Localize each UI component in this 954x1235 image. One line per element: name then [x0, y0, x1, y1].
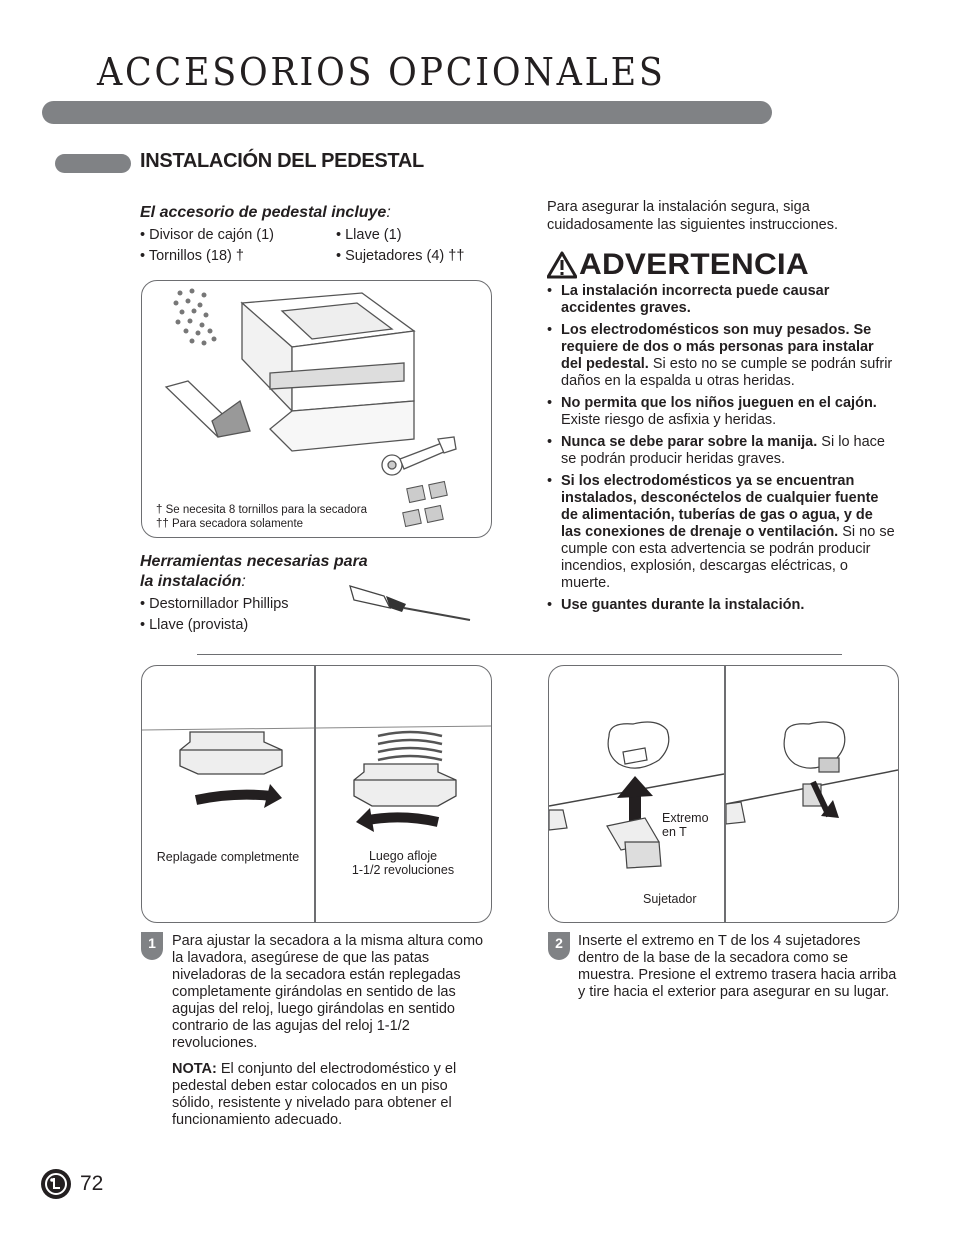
warning-item — [547, 395, 897, 429]
step1-caption-right-line2: 1-1/2 revoluciones — [351, 863, 455, 877]
step1-text: Para ajustar la secadora a la misma altura como la lavadora, asegúrese de que las patas niveladoras de la secadora están replegadas completamente girándolas en sentido de las agujas del reloj, luego girándolas en sentido contrario de las agujas del reloj 1-1/2 revoluciones. — [172, 933, 484, 1051]
pedestal-illustration — [142, 281, 491, 537]
warning-item — [547, 597, 897, 614]
step1-note-label: NOTA: — [172, 1061, 217, 1077]
page-number: 72 — [80, 1172, 104, 1195]
screwdriver-icon — [344, 574, 476, 624]
step2-figure — [548, 665, 899, 923]
section-divider — [197, 654, 842, 655]
kit-item: • Sujetadores (4) †† — [336, 248, 465, 264]
kit-item: • Tornillos (18) † — [140, 248, 244, 264]
fastener-label: Sujetador — [643, 892, 697, 906]
section-pill — [55, 154, 131, 173]
tool-item: • Destornillador Phillips — [140, 596, 289, 612]
warning-item-bold: Nunca se debe parar sobre la manija. — [561, 434, 818, 450]
tools-heading-colon: : — [241, 573, 246, 590]
warning-item — [547, 283, 897, 317]
intro-line: Para asegurar la instalación segura, siga — [547, 199, 810, 215]
t-end-label-line1: Extremo — [662, 811, 709, 825]
leveling-leg-illustration — [142, 666, 491, 922]
warning-item-text: Existe riesgo de asfixia y heridas. — [561, 412, 777, 428]
step2-number: 2 — [548, 932, 570, 960]
section-title: INSTALACIÓN DEL PEDESTAL — [140, 150, 424, 172]
step1-note — [172, 1061, 488, 1129]
warning-item — [547, 322, 897, 390]
intro-line: cuidadosamente las siguientes instrucciones. — [547, 217, 838, 233]
warning-item-bold: Los electrodomésticos son muy pesados. Se requiere de dos o más personas para instalar del pedestal. — [561, 322, 874, 372]
warning-item-bold: Use guantes durante la instalación. — [561, 597, 805, 613]
title-bar — [42, 101, 772, 124]
warning-list — [547, 283, 897, 619]
warning-item — [547, 473, 897, 592]
kit-illustration-box — [141, 280, 492, 538]
kit-footnote: † Se necesita 8 tornillos para la secadora — [156, 504, 367, 516]
tools-heading — [140, 552, 368, 592]
step1-caption-right-line1: Luego afloje — [368, 849, 438, 863]
step1-figure-divider — [314, 666, 316, 922]
warning-header — [547, 247, 809, 283]
step1-caption-left: Replagade completmente — [156, 850, 300, 864]
kit-item: • Llave (1) — [336, 227, 402, 243]
warning-item-bold: No permita que los niños jueguen en el cajón. — [561, 395, 877, 411]
step1-figure — [141, 665, 492, 923]
warning-item-text: Si esto no se cumple se podrán sufrir daños en la espalda u otras heridas. — [561, 356, 893, 389]
step1-note-text: El conjunto del electrodoméstico y el pedestal deben estar colocados en un piso sólido, resistente y nivelado para obtener el funcionamiento adecuado. — [172, 1061, 457, 1128]
step2-text: Inserte el extremo en T de los 4 sujetadores dentro de la base de la secadora como se muestra. Presione el extremo trasera hacia arriba y tire hacia el exterior para asegurar en su lugar. — [578, 933, 897, 1000]
page-title: ACCESORIOS OPCIONALES — [97, 50, 666, 94]
t-end-label-line2: en T — [662, 825, 687, 839]
pedestal-icon — [242, 293, 414, 451]
tools-heading-line2-text: la instalación — [140, 573, 242, 590]
thread-icon — [378, 732, 442, 760]
kit-heading — [140, 203, 391, 223]
tool-item: • Llave (provista) — [140, 617, 249, 633]
tools-heading-line2 — [140, 572, 368, 592]
kit-item: • Divisor de cajón (1) — [140, 227, 275, 243]
kit-heading-text: El accesorio de pedestal incluye — [140, 204, 387, 221]
warning-triangle-icon — [547, 251, 577, 279]
warning-title: ADVERTENCIA — [579, 248, 809, 281]
warning-item-text: Si no se cumple con esta advertencia se podrán producir incendios, explosión, descargas eléctricas, o muerte. — [561, 524, 895, 591]
tools-heading-line1: Herramientas necesarias para — [140, 553, 368, 570]
step1-number: 1 — [141, 932, 163, 960]
kit-heading-colon: : — [386, 204, 391, 221]
warning-item — [547, 434, 897, 468]
leveling-foot-retracted-icon — [180, 732, 282, 774]
leveling-foot-extended-icon — [354, 764, 456, 806]
warning-item-text: Si lo hace se podrán producir heridas graves. — [561, 434, 885, 467]
counterclockwise-arrow-icon — [356, 808, 374, 832]
t-end-label — [662, 811, 709, 839]
kit-footnote: †† Para secadora solamente — [156, 518, 304, 530]
step1-caption-right — [316, 849, 490, 877]
warning-item-bold: Si los electrodomésticos ya se encuentran instalados, desconéctelos de cualquier fuente de alimentación, tuberías de gas o agua, y de las conexiones de drenaje o ventilación. — [561, 473, 879, 540]
wrench-icon — [382, 437, 456, 475]
drawer-divider-icon — [166, 381, 250, 437]
fasteners-icon — [403, 481, 448, 526]
lg-logo-icon — [40, 1168, 72, 1200]
step2-figure-divider — [724, 666, 726, 922]
screws-icon — [174, 289, 217, 346]
warning-item-bold: La instalación incorrecta puede causar accidentes graves. — [561, 283, 830, 316]
